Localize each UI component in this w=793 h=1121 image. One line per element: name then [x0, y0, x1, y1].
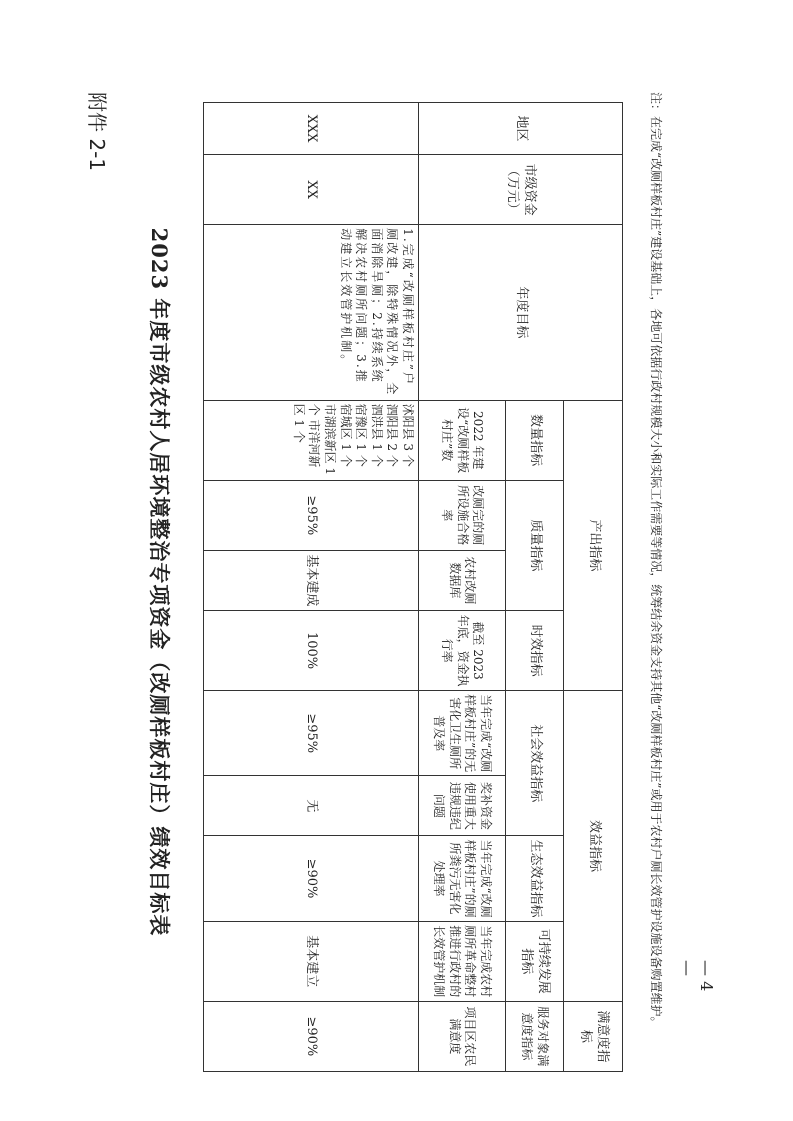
- header-sustainable: 可持续发展指标: [505, 921, 564, 1001]
- value-social-2: 无: [204, 776, 419, 836]
- indicator-ecological: 当年完成“改厕样板村庄”的厕所粪污无害化处理率: [418, 836, 505, 921]
- attachment-label: 附件 2-1: [85, 92, 109, 172]
- indicator-quantity: 2022 年建设“改厕样板村庄”数: [418, 400, 505, 480]
- header-satisfaction: 满意度指标: [564, 1001, 623, 1071]
- value-annual-goal: 1.完成“改厕样板村庄”户厕改建，除特殊情况外，全面消除旱厕；2.持续系统解决农村厕所问题；3.推动建立长效管护机制。: [204, 225, 419, 400]
- footnote: 注：在完成“改厕样板村庄”建设基础上，各地可依据行政村规模大小和实际工作需要等情况，统筹结余资金支持其他“改厕样板村庄”或用于农村户厕长效管护设施设备购置维护。: [649, 92, 663, 1029]
- indicator-sustainable: 当年完成农村厕所革命整村推进行政村的长效管护机制: [418, 921, 505, 1001]
- value-region: XXX: [204, 103, 419, 155]
- header-social: 社会效益指标: [505, 691, 564, 836]
- header-output: 产出指标: [564, 400, 623, 691]
- value-funds: XX: [204, 155, 419, 225]
- header-timeliness: 时效指标: [505, 610, 564, 690]
- performance-table: [203, 102, 623, 1072]
- rotated-page-content: [73, 92, 793, 1072]
- header-quality: 质量指标: [505, 480, 564, 610]
- header-quantity: 数量指标: [505, 400, 564, 480]
- value-ecological: ≥90%: [204, 836, 419, 921]
- value-quantity: 沭阳县 3 个 泗阳县 2 个 泗洪县 1 个 宿豫区 1 个 宿城区 1 个 市湖滨新区 1 个 市洋河新区 1 个: [204, 400, 419, 480]
- page-title: 2023 年度市级农村人居环境整治专项资金（改厕样板村庄）绩效目标表: [147, 227, 172, 937]
- indicator-social-2: 奖补资金使用重大违规违纪问题: [418, 776, 505, 836]
- header-region: 地区: [418, 103, 622, 155]
- value-satisfaction: ≥90%: [204, 1001, 419, 1071]
- header-service-satisfaction: 服务对象满意度指标: [505, 1001, 564, 1071]
- header-funds: 市级资金（万元）: [418, 155, 622, 225]
- header-annual-goal: 年度目标: [418, 225, 622, 400]
- indicator-quality-2: 农村改厕数据库: [418, 550, 505, 610]
- value-quality-2: 基本建成: [204, 550, 419, 610]
- indicator-quality-1: 改厕完的厕所设施合格率: [418, 480, 505, 550]
- value-sustainable: 基本建立: [204, 921, 419, 1001]
- indicator-timeliness: 截至 2023 年底，资金执行率: [418, 610, 505, 690]
- indicator-satisfaction: 项目区农民满意度: [418, 1001, 505, 1071]
- header-benefit: 效益指标: [564, 691, 623, 1002]
- value-social-1: ≥95%: [204, 691, 419, 776]
- indicator-social-1: 当年完成“改厕样板村庄”的无害化卫生厕所普及率: [418, 691, 505, 776]
- header-ecological: 生态效益指标: [505, 836, 564, 921]
- value-timeliness: 100%: [204, 610, 419, 690]
- page-number: — 4 —: [678, 960, 716, 992]
- value-quality-1: ≥95%: [204, 480, 419, 550]
